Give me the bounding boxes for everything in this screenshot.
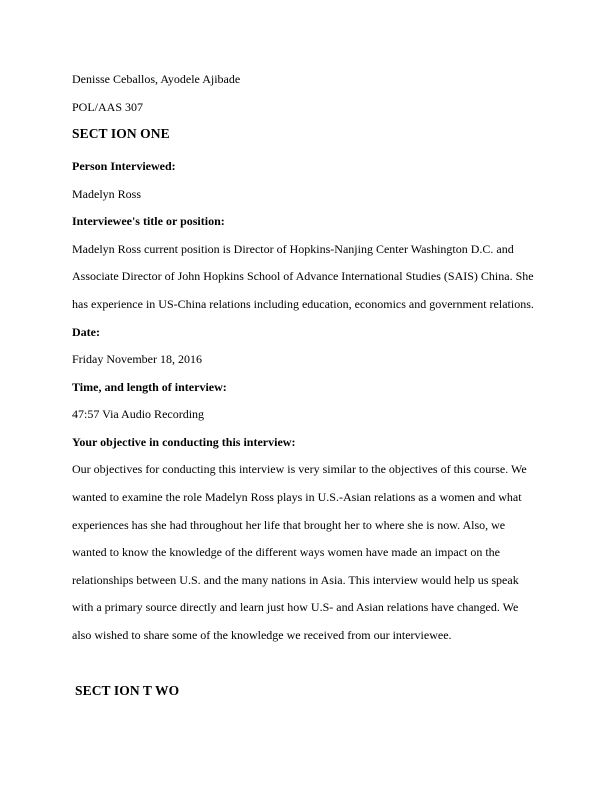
time-length-label: Time, and length of interview: — [72, 380, 227, 394]
interviewee-title-line: Madelyn Ross current position is Director of Hopkins-Nanjing Center Washington D.C. and — [72, 242, 514, 256]
objective-line: also wished to share some of the knowledge we received from our interviewee. — [72, 628, 452, 642]
person-interviewed-value: Madelyn Ross — [72, 187, 141, 201]
objective-label: Your objective in conducting this interview: — [72, 435, 296, 449]
person-interviewed-label: Person Interviewed: — [72, 159, 176, 173]
date-label: Date: — [72, 325, 100, 339]
interviewee-title-line: has experience in US-China relations including education, economics and government relations. — [72, 297, 534, 311]
author-names: Denisse Ceballos, Ayodele Ajibade — [72, 72, 241, 86]
objective-line: relationships between U.S. and the many nations in Asia. This interview would help us speak — [72, 573, 519, 587]
objective-line: experiences has she had throughout her life that brought her to where she is now. Also, we — [72, 518, 506, 532]
section-one-heading: SECT ION ONE — [72, 126, 170, 141]
objective-line: Our objectives for conducting this interview is very similar to the objectives of this course. We — [72, 462, 527, 476]
course-code: POL/AAS 307 — [72, 100, 144, 114]
interviewee-title-line: Associate Director of John Hopkins School of Advance International Studies (SAIS) China. She — [72, 269, 534, 283]
section-two-heading: SECT ION T WO — [75, 683, 180, 698]
date-value: Friday November 18, 2016 — [72, 352, 202, 366]
objective-line: with a primary source directly and learn just how U.S- and Asian relations have changed. We — [72, 600, 519, 614]
time-length-value: 47:57 Via Audio Recording — [72, 407, 205, 421]
objective-line: wanted to examine the role Madelyn Ross plays in U.S.-Asian relations as a women and what — [72, 490, 522, 504]
objective-line: wanted to know the knowledge of the different ways women have made an impact on the — [72, 545, 500, 559]
interviewee-title-label: Interviewee's title or position: — [72, 214, 225, 228]
